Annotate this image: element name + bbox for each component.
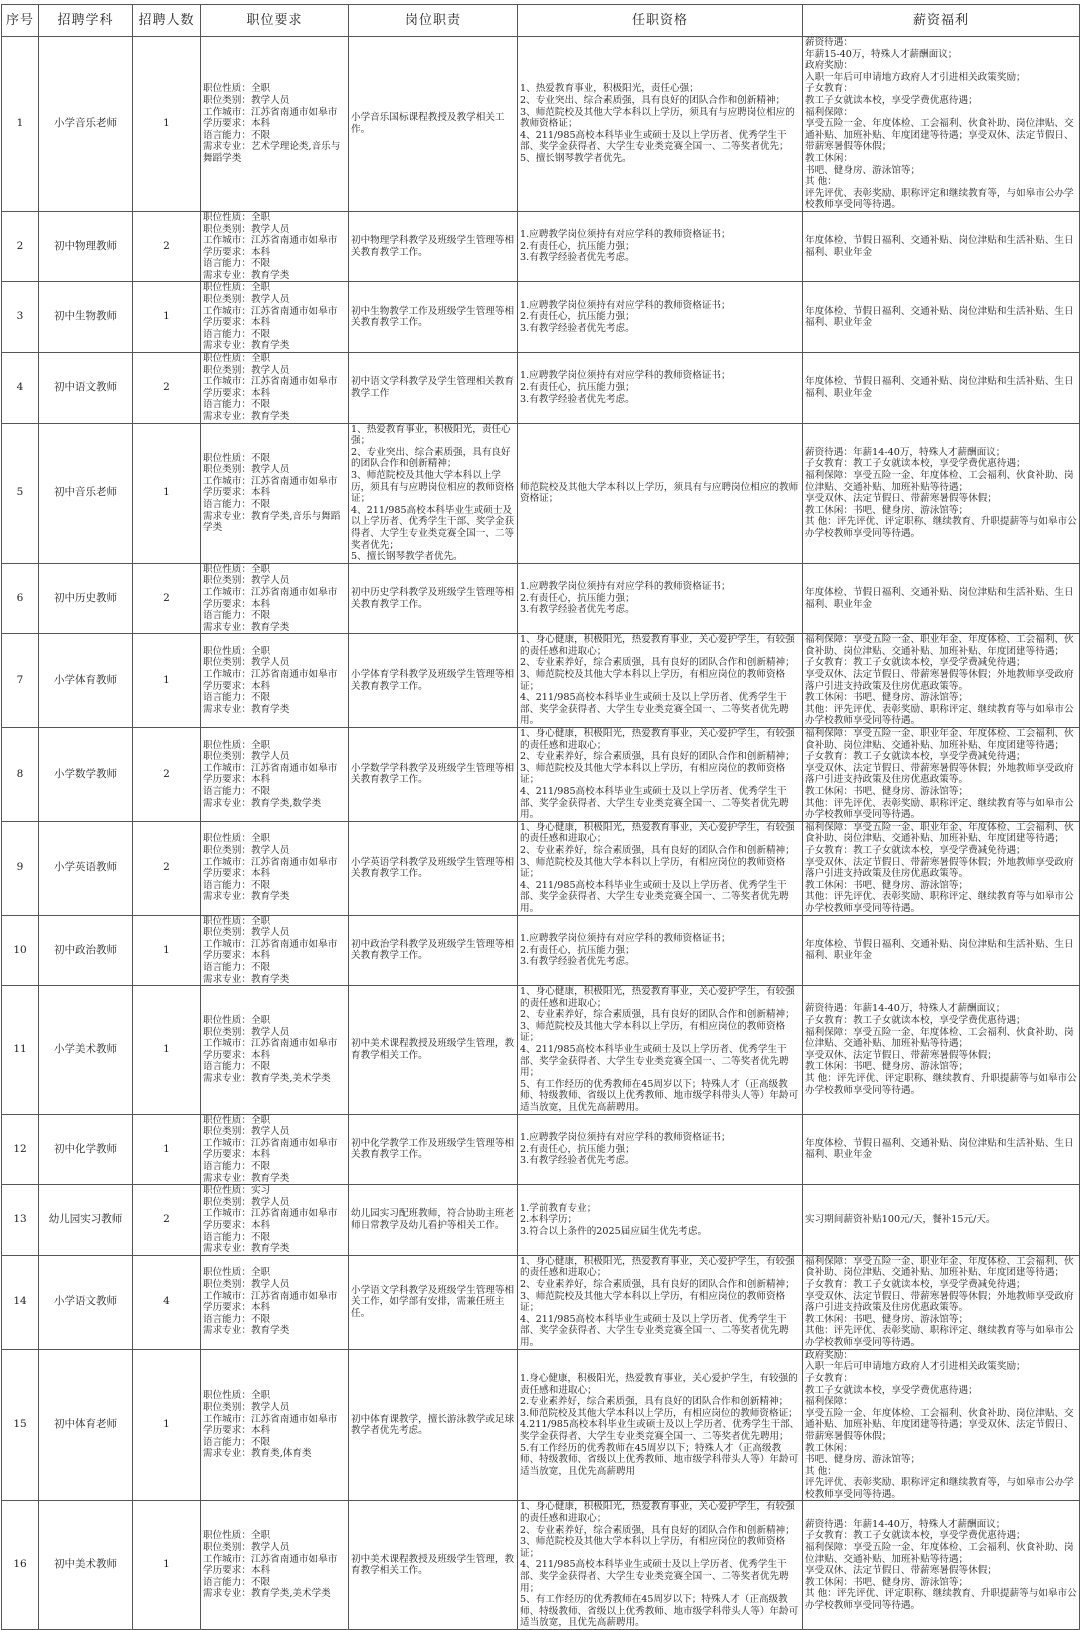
header-benefits: 薪资福利: [803, 5, 1080, 37]
cell-qualifications: 1.身心健康，积极阳光，热爱教育事业，关心爱护学生，有较强的责任感和进取心； 2.专业素养好，综合素质强，具有良好的团队合作和创新精神； 3.师范院校及其他大学本科以上学历，有相应岗位的教师资格证； 4.211/985高校本科毕业生或硕士及以上学历者、优秀学生干部、奖学金获得者、大学生专业类竞赛全国一、二等奖者优先聘用； 5.有工作经历的优秀教师在45周岁以下；特殊人才（正高级教师、特级教师、省级以上优秀教师、地市级学科带头人等）年龄可适当放宽，且优先高薪聘用: [518, 1349, 803, 1501]
cell-row-number: 11: [2, 986, 39, 1115]
cell-headcount: 1: [133, 282, 201, 353]
cell-qualifications: 1.应聘教学岗位须持有对应学科的教师资格证书； 2.有责任心，抗压能力强； 3.有教学经验者优先考虑。: [518, 563, 803, 634]
cell-benefits: 政府奖励： 入职一年后可申请地方政府人才引进相关政策奖励； 子女教育： 教工子女就读本校，享受学费优惠待遇； 福利保障： 享受五险一金、年度体检、工会福利、伙食补助、岗位津贴、交通补贴、加班补贴、年度团建等待遇；享受双休、法定节假日、带薪寒暑假等休假； 教工休闲： 书吧、健身房、游泳馆等； 其 他： 评先评优、表彰奖励、职称评定和继续教育等，与如皋市公办学校教师享受同等待遇。: [803, 1349, 1080, 1501]
cell-subject: 初中音乐老师: [39, 423, 133, 563]
cell-headcount: 1: [133, 1114, 201, 1185]
cell-row-number: 1: [2, 37, 39, 212]
cell-qualifications: 1、热爱教育事业，积极阳光，责任心强； 2、专业突出、综合素质强，具有良好的团队合作和创新精神； 3、师范院校及其他大学本科以上学历，须具有与应聘岗位相应的教师资格证； 4、211/985高校本科毕业生或硕士及以上学历者、优秀学生干部、奖学金获得者、大学生专业类竞赛全国一、二等奖者优先； 5、擅长钢琴教学者优先。: [518, 37, 803, 212]
cell-duties: 初中历史学科教学及班级学生管理等相关教育教学工作。: [349, 563, 518, 634]
cell-subject: 初中体育老师: [39, 1349, 133, 1501]
cell-subject: 小学英语教师: [39, 821, 133, 915]
cell-benefits: 薪资待遇：年薪14-40万，特殊人才薪酬面议； 子女教育：教工子女就读本校，享受学费优惠待遇； 福利保障：享受五险一金、年度体检、工会福利、伙食补助、岗位津贴、交通补贴、加班补贴等待遇； 享受双休、法定节假日、带薪寒暑假等休假； 教工休闲：书吧、健身房、游泳馆等； 其 他：评先评优、评定职称、继续教育、升职提薪等与如皋市公办学校教师享受同等待遇。: [803, 423, 1080, 563]
table-row: [2, 353, 1080, 424]
cell-headcount: 2: [133, 1185, 201, 1256]
cell-requirements: 职位性质：全职 职位类别：教学人员 工作城市：江苏省南通市如皋市 学历要求：本科 语言能力：不限 需求专业：教育学类,美术学类: [201, 986, 349, 1115]
table-row: [2, 1185, 1080, 1256]
cell-subject: 初中历史教师: [39, 563, 133, 634]
table-row: [2, 563, 1080, 634]
cell-qualifications: 1.应聘教学岗位须持有对应学科的教师资格证书； 2.有责任心，抗压能力强； 3.有教学经验者优先考虑。: [518, 915, 803, 986]
cell-duties: 小学语文学科教学及班级学生管理等相关工作，如学部有安排，需兼任班主任。: [349, 1255, 518, 1349]
cell-row-number: 10: [2, 915, 39, 986]
cell-row-number: 16: [2, 1501, 39, 1630]
table-row: [2, 986, 1080, 1115]
cell-duties: 小学英语学科教学及班级学生管理等相关教育教学工作。: [349, 821, 518, 915]
table-row: [2, 1349, 1080, 1501]
cell-row-number: 5: [2, 423, 39, 563]
header-no: 序号: [2, 5, 39, 37]
cell-duties: 初中美术课程教授及班级学生管理，教育教学相关工作。: [349, 1501, 518, 1630]
cell-subject: 初中语文教师: [39, 353, 133, 424]
cell-requirements: 职位性质：全职 职位类别：教学人员 工作城市：江苏省南通市如皋市 学历要求：本科 语言能力：不限 需求专业：教育类,体育类: [201, 1349, 349, 1501]
cell-qualifications: 师范院校及其他大学本科以上学历，须具有与应聘岗位相应的教师资格证；: [518, 423, 803, 563]
cell-qualifications: 1、身心健康，积极阳光，热爱教育事业，关心爱护学生，有较强的责任感和进取心； 2、专业素养好，综合素质强，具有良好的团队合作和创新精神； 3、师范院校及其他大学本科以上学历，有相应岗位的教师资格证； 4、211/985高校本科毕业生或硕士及以上学历者、优秀学生干部、奖学金获得者、大学生专业类竞赛全国一、二等奖者优先聘用； 5、有工作经历的优秀教师在45周岁以下；特殊人才（正高级教师、特级教师、省级以上优秀教师、地市级学科带头人等）年龄可适当放宽，且优先高薪聘用。: [518, 1501, 803, 1630]
cell-benefits: 福利保障：享受五险一金、职业年金、年度体检、工会福利、伙食补助、岗位津贴、交通补贴、加班补贴、年度团建等待遇； 子女教育：教工子女就读本校，享受学费减免待遇； 享受双休、法定节假日、带薪寒暑假等休假；外地教师享受政府落户引进支持政策及住房优惠政策等。 教工休闲：书吧、健身房、游泳馆等； 其他：评先评优、表彰奖励、职称评定、继续教育等与如皋市公办学校教师享受同等待遇。: [803, 821, 1080, 915]
cell-qualifications: 1、身心健康，积极阳光，热爱教育事业，关心爱护学生，有较强的责任感和进取心； 2、专业素养好，综合素质强，具有良好的团队合作和创新精神； 3、师范院校及其他大学本科以上学历，有相应岗位的教师资格证； 4、211/985高校本科毕业生或硕士及以上学历者、优秀学生干部、奖学金获得者、大学生专业类竞赛全国一、二等奖者优先聘用。: [518, 634, 803, 728]
table-row: [2, 282, 1080, 353]
cell-duties: 初中语文学科教学及学生管理相关教育教学工作: [349, 353, 518, 424]
cell-duties: 初中政治学科教学及班级学生管理等相关教育教学工作。: [349, 915, 518, 986]
cell-headcount: 1: [133, 634, 201, 728]
cell-headcount: 1: [133, 423, 201, 563]
header-count: 招聘人数: [133, 5, 201, 37]
cell-headcount: 1: [133, 37, 201, 212]
cell-requirements: 职位性质：不限 职位类别：教学人员 工作城市：江苏省南通市如皋市 学历要求：本科 语言能力：不限 需求专业：教育学类,音乐与舞蹈学类: [201, 423, 349, 563]
cell-headcount: 1: [133, 915, 201, 986]
header-qualifications: 任职资格: [518, 5, 803, 37]
cell-requirements: 职位性质：全职 职位类别：教学人员 工作城市：江苏省南通市如皋市 学历要求：本科 语言能力：不限 需求专业：教育学类: [201, 282, 349, 353]
cell-headcount: 2: [133, 728, 201, 822]
cell-subject: 小学美术教师: [39, 986, 133, 1115]
cell-requirements: 职位性质：全职 职位类别：教学人员 工作城市：江苏省南通市如皋市 学历要求：本科 语言能力：不限 需求专业：教育学类: [201, 211, 349, 282]
cell-benefits: 薪资待遇： 年薪15-40万，特殊人才薪酬面议； 政府奖励： 入职一年后可申请地方政府人才引进相关政策奖励； 子女教育： 教工子女就读本校，享受学费优惠待遇； 福利保障： 享受五险一金、年度体检、工会福利、伙食补助、岗位津贴、交通补贴、加班补贴、年度团建等待遇；享受双休、法定节假日、带薪寒暑假等休假； 教工休闲： 书吧、健身房、游泳馆等； 其 他： 评先评优、表彰奖励、职称评定和继续教育等，与如皋市公办学校教师享受同等待遇。: [803, 37, 1080, 212]
cell-subject: 小学数学教师: [39, 728, 133, 822]
header-requirements: 职位要求: [201, 5, 349, 37]
cell-benefits: 年度体检、节假日福利、交通补贴、岗位津贴和生活补贴、生日福利、职业年金: [803, 563, 1080, 634]
cell-benefits: 薪资待遇：年薪14-40万，特殊人才薪酬面议； 子女教育：教工子女就读本校，享受学费优惠待遇； 福利保障：享受五险一金、年度体检、工会福利、伙食补助、岗位津贴、交通补贴、加班补贴等待遇； 享受双休、法定节假日、带薪寒暑假等休假； 教工休闲：书吧、健身房、游泳馆等； 其 他：评先评优、评定职称、继续教育、升职提薪等与如皋市公办学校教师享受同等待遇。: [803, 1501, 1080, 1630]
cell-row-number: 13: [2, 1185, 39, 1256]
cell-duties: 小学数学学科教学及班级学生管理等相关教育教学工作。: [349, 728, 518, 822]
cell-qualifications: 1.学前教育专业； 2.本科学历； 3.符合以上条件的2025届应届生优先考虑。: [518, 1185, 803, 1256]
header-duties: 岗位职责: [349, 5, 518, 37]
table-row: [2, 1501, 1080, 1630]
cell-requirements: 职位性质：全职 职位类别：教学人员 工作城市：江苏省南通市如皋市 学历要求：本科 语言能力：不限 需求专业：教育学类: [201, 1114, 349, 1185]
cell-requirements: 职位性质：全职 职位类别：教学人员 工作城市：江苏省南通市如皋市 学历要求：本科 语言能力：不限 需求专业：教育学类,数学类: [201, 728, 349, 822]
cell-row-number: 9: [2, 821, 39, 915]
cell-headcount: 4: [133, 1255, 201, 1349]
cell-qualifications: 1.应聘教学岗位须持有对应学科的教师资格证书； 2.有责任心，抗压能力强； 3.有教学经验者优先考虑。: [518, 353, 803, 424]
cell-subject: 小学体育教师: [39, 634, 133, 728]
cell-qualifications: 1、身心健康，积极阳光，热爱教育事业，关心爱护学生，有较强的责任感和进取心； 2、专业素养好，综合素质强，具有良好的团队合作和创新精神； 3、师范院校及其他大学本科以上学历，有相应岗位的教师资格证； 4、211/985高校本科毕业生或硕士及以上学历者、优秀学生干部、奖学金获得者、大学生专业类竞赛全国一、二等奖者优先聘用。: [518, 821, 803, 915]
cell-row-number: 15: [2, 1349, 39, 1501]
cell-benefits: 年度体检、节假日福利、交通补贴、岗位津贴和生活补贴、生日福利、职业年金: [803, 1114, 1080, 1185]
table-row: [2, 423, 1080, 563]
cell-qualifications: 1.应聘教学岗位须持有对应学科的教师资格证书； 2.有责任心，抗压能力强； 3.有教学经验者优先考虑。: [518, 1114, 803, 1185]
cell-headcount: 1: [133, 1349, 201, 1501]
cell-row-number: 2: [2, 211, 39, 282]
cell-qualifications: 1.应聘教学岗位须持有对应学科的教师资格证书； 2.有责任心，抗压能力强； 3.有教学经验者优先考虑。: [518, 282, 803, 353]
cell-requirements: 职位性质：全职 职位类别：教学人员 工作城市：江苏省南通市如皋市 学历要求：本科 语言能力：不限 需求专业：教育学类: [201, 915, 349, 986]
cell-requirements: 职位性质：全职 职位类别：教学人员 工作城市：江苏省南通市如皋市 学历要求：本科 语言能力：不限 需求专业：艺术学理论类,音乐与舞蹈学类: [201, 37, 349, 212]
cell-headcount: 2: [133, 821, 201, 915]
cell-headcount: 2: [133, 211, 201, 282]
cell-duties: 小学音乐国标课程教授及教学相关工作。: [349, 37, 518, 212]
cell-subject: 幼儿园实习教师: [39, 1185, 133, 1256]
table-row: [2, 37, 1080, 212]
cell-subject: 初中美术教师: [39, 1501, 133, 1630]
cell-duties: 初中化学教学工作及班级学生管理等相关教育教学工作。: [349, 1114, 518, 1185]
cell-headcount: 2: [133, 563, 201, 634]
cell-row-number: 8: [2, 728, 39, 822]
cell-requirements: 职位性质：全职 职位类别：教学人员 工作城市：江苏省南通市如皋市 学历要求：本科 语言能力：不限 需求专业：教育学类: [201, 634, 349, 728]
cell-requirements: 职位性质：全职 职位类别：教学人员 工作城市：江苏省南通市如皋市 学历要求：本科 语言能力：不限 需求专业：教育学类: [201, 821, 349, 915]
cell-benefits: 福利保障：享受五险一金、职业年金、年度体检、工会福利、伙食补助、岗位津贴、交通补贴、加班补贴、年度团建等待遇； 子女教育：教工子女就读本校，享受学费减免待遇； 享受双休、法定节假日、带薪寒暑假等休假；外地教师享受政府落户引进支持政策及住房优惠政策等。 教工休闲：书吧、健身房、游泳馆等； 其他：评先评优、表彰奖励、职称评定、继续教育等与如皋市公办学校教师享受同等待遇。: [803, 728, 1080, 822]
table-row: [2, 821, 1080, 915]
cell-requirements: 职位性质：全职 职位类别：教学人员 工作城市：江苏省南通市如皋市 学历要求：本科 语言能力：不限 需求专业：教育学类: [201, 563, 349, 634]
table-row: [2, 915, 1080, 986]
cell-benefits: 年度体检、节假日福利、交通补贴、岗位津贴和生活补贴、生日福利、职业年金: [803, 211, 1080, 282]
cell-duties: 初中生物教学工作及班级学生管理等相关教育教学工作。: [349, 282, 518, 353]
cell-benefits: 薪资待遇：年薪14-40万，特殊人才薪酬面议； 子女教育：教工子女就读本校，享受学费优惠待遇； 福利保障：享受五险一金、年度体检、工会福利、伙食补助、岗位津贴、交通补贴、加班补贴等待遇； 享受双休、法定节假日、带薪寒暑假等休假； 教工休闲：书吧、健身房、游泳馆等； 其 他：评先评优、评定职称、继续教育、升职提薪等与如皋市公办学校教师享受同等待遇。: [803, 986, 1080, 1115]
cell-row-number: 3: [2, 282, 39, 353]
cell-headcount: 2: [133, 353, 201, 424]
header-subject: 招聘学科: [39, 5, 133, 37]
cell-requirements: 职位性质：全职 职位类别：教学人员 工作城市：江苏省南通市如皋市 学历要求：本科 语言能力：不限 需求专业：教育学类,美术学类: [201, 1501, 349, 1630]
header-row: [2, 5, 1080, 37]
cell-row-number: 12: [2, 1114, 39, 1185]
cell-duties: 初中物理学科教学及班级学生管理等相关教育教学工作。: [349, 211, 518, 282]
cell-benefits: 年度体检、节假日福利、交通补贴、岗位津贴和生活补贴、生日福利、职业年金: [803, 353, 1080, 424]
cell-headcount: 1: [133, 1501, 201, 1630]
cell-subject: 初中生物教师: [39, 282, 133, 353]
table-row: [2, 634, 1080, 728]
cell-duties: 1、热爱教育事业，积极阳光，责任心强； 2、专业突出、综合素质强，具有良好的团队合作和创新精神； 3、师范院校及其他大学本科以上学历，须具有与应聘岗位相应的教师资格证； 4、211/985高校本科毕业生或硕士及以上学历者、优秀学生干部、奖学金获得者、大学生专业类竞赛全国一、二等奖者优先； 5、擅长钢琴教学者优先。: [349, 423, 518, 563]
cell-subject: 小学音乐老师: [39, 37, 133, 212]
cell-benefits: 年度体检、节假日福利、交通补贴、岗位津贴和生活补贴、生日福利、职业年金: [803, 915, 1080, 986]
cell-qualifications: 1.应聘教学岗位须持有对应学科的教师资格证书； 2.有责任心，抗压能力强； 3.有教学经验者优先考虑。: [518, 211, 803, 282]
cell-row-number: 6: [2, 563, 39, 634]
cell-duties: 初中美术课程教授及班级学生管理，教育教学相关工作。: [349, 986, 518, 1115]
cell-duties: 幼儿园实习配班教师，符合协助主班老师日常教学及幼儿看护等相关工作。: [349, 1185, 518, 1256]
cell-benefits: 福利保障：享受五险一金、职业年金、年度体检、工会福利、伙食补助、岗位津贴、交通补贴、加班补贴、年度团建等待遇； 子女教育：教工子女就读本校，享受学费减免待遇； 享受双休、法定节假日、带薪寒暑假等休假；外地教师享受政府落户引进支持政策及住房优惠政策等。 教工休闲：书吧、健身房、游泳馆等； 其他：评先评优、表彰奖励、职称评定、继续教育等与如皋市公办学校教师享受同等待遇。: [803, 634, 1080, 728]
cell-row-number: 7: [2, 634, 39, 728]
cell-benefits: 福利保障：享受五险一金、职业年金、年度体检、工会福利、伙食补助、岗位津贴、交通补贴、加班补贴、年度团建等待遇； 子女教育：教工子女就读本校，享受学费减免待遇； 享受双休、法定节假日、带薪寒暑假等休假；外地教师享受政府落户引进支持政策及住房优惠政策等。 教工休闲：书吧、健身房、游泳馆等； 其他：评先评优、表彰奖励、职称评定、继续教育等与如皋市公办学校教师享受同等待遇。: [803, 1255, 1080, 1349]
cell-benefits: 实习期间薪资补贴100元/天，餐补15元/天。: [803, 1185, 1080, 1256]
cell-row-number: 14: [2, 1255, 39, 1349]
table-row: [2, 1114, 1080, 1185]
table-row: [2, 1255, 1080, 1349]
cell-subject: 初中政治教师: [39, 915, 133, 986]
cell-requirements: 职位性质：全职 职位类别：教学人员 工作城市：江苏省南通市如皋市 学历要求：本科 语言能力：不限 需求专业：教育学类: [201, 1255, 349, 1349]
recruitment-table: [1, 4, 1080, 1630]
table-row: [2, 728, 1080, 822]
cell-requirements: 职位性质：实习 职位类别：教学人员 工作城市：江苏省南通市如皋市 学历要求：本科 语言能力：不限 需求专业：教育学类: [201, 1185, 349, 1256]
cell-duties: 初中体育课教学，擅长游泳教学或足球教学者优先考虑。: [349, 1349, 518, 1501]
table-row: [2, 211, 1080, 282]
cell-subject: 初中物理教师: [39, 211, 133, 282]
cell-qualifications: 1、身心健康，积极阳光，热爱教育事业，关心爱护学生，有较强的责任感和进取心； 2、专业素养好，综合素质强，具有良好的团队合作和创新精神； 3、师范院校及其他大学本科以上学历，有相应岗位的教师资格证； 4、211/985高校本科毕业生或硕士及以上学历者、优秀学生干部、奖学金获得者、大学生专业类竞赛全国一、二等奖者优先聘用。: [518, 1255, 803, 1349]
cell-headcount: 1: [133, 986, 201, 1115]
cell-requirements: 职位性质：全职 职位类别：教学人员 工作城市：江苏省南通市如皋市 学历要求：本科 语言能力：不限 需求专业：教育学类: [201, 353, 349, 424]
cell-duties: 小学体育学科教学及班级学生管理等相关教育教学工作。: [349, 634, 518, 728]
cell-qualifications: 1、身心健康，积极阳光，热爱教育事业，关心爱护学生，有较强的责任感和进取心； 2、专业素养好，综合素质强，具有良好的团队合作和创新精神； 3、师范院校及其他大学本科以上学历，有相应岗位的教师资格证； 4、211/985高校本科毕业生或硕士及以上学历者、优秀学生干部、奖学金获得者、大学生专业类竞赛全国一、二等奖者优先聘用； 5、有工作经历的优秀教师在45周岁以下；特殊人才（正高级教师、特级教师、省级以上优秀教师、地市级学科带头人等）年龄可适当放宽，且优先高薪聘用。: [518, 986, 803, 1115]
cell-benefits: 年度体检、节假日福利、交通补贴、岗位津贴和生活补贴、生日福利、职业年金: [803, 282, 1080, 353]
cell-qualifications: 1、身心健康，积极阳光，热爱教育事业，关心爱护学生，有较强的责任感和进取心； 2、专业素养好，综合素质强，具有良好的团队合作和创新精神； 3、师范院校及其他大学本科以上学历，有相应岗位的教师资格证； 4、211/985高校本科毕业生或硕士及以上学历者、优秀学生干部、奖学金获得者、大学生专业类竞赛全国一、二等奖者优先聘用。: [518, 728, 803, 822]
table-body: [2, 37, 1080, 1630]
cell-subject: 初中化学教师: [39, 1114, 133, 1185]
cell-subject: 小学语文教师: [39, 1255, 133, 1349]
cell-row-number: 4: [2, 353, 39, 424]
